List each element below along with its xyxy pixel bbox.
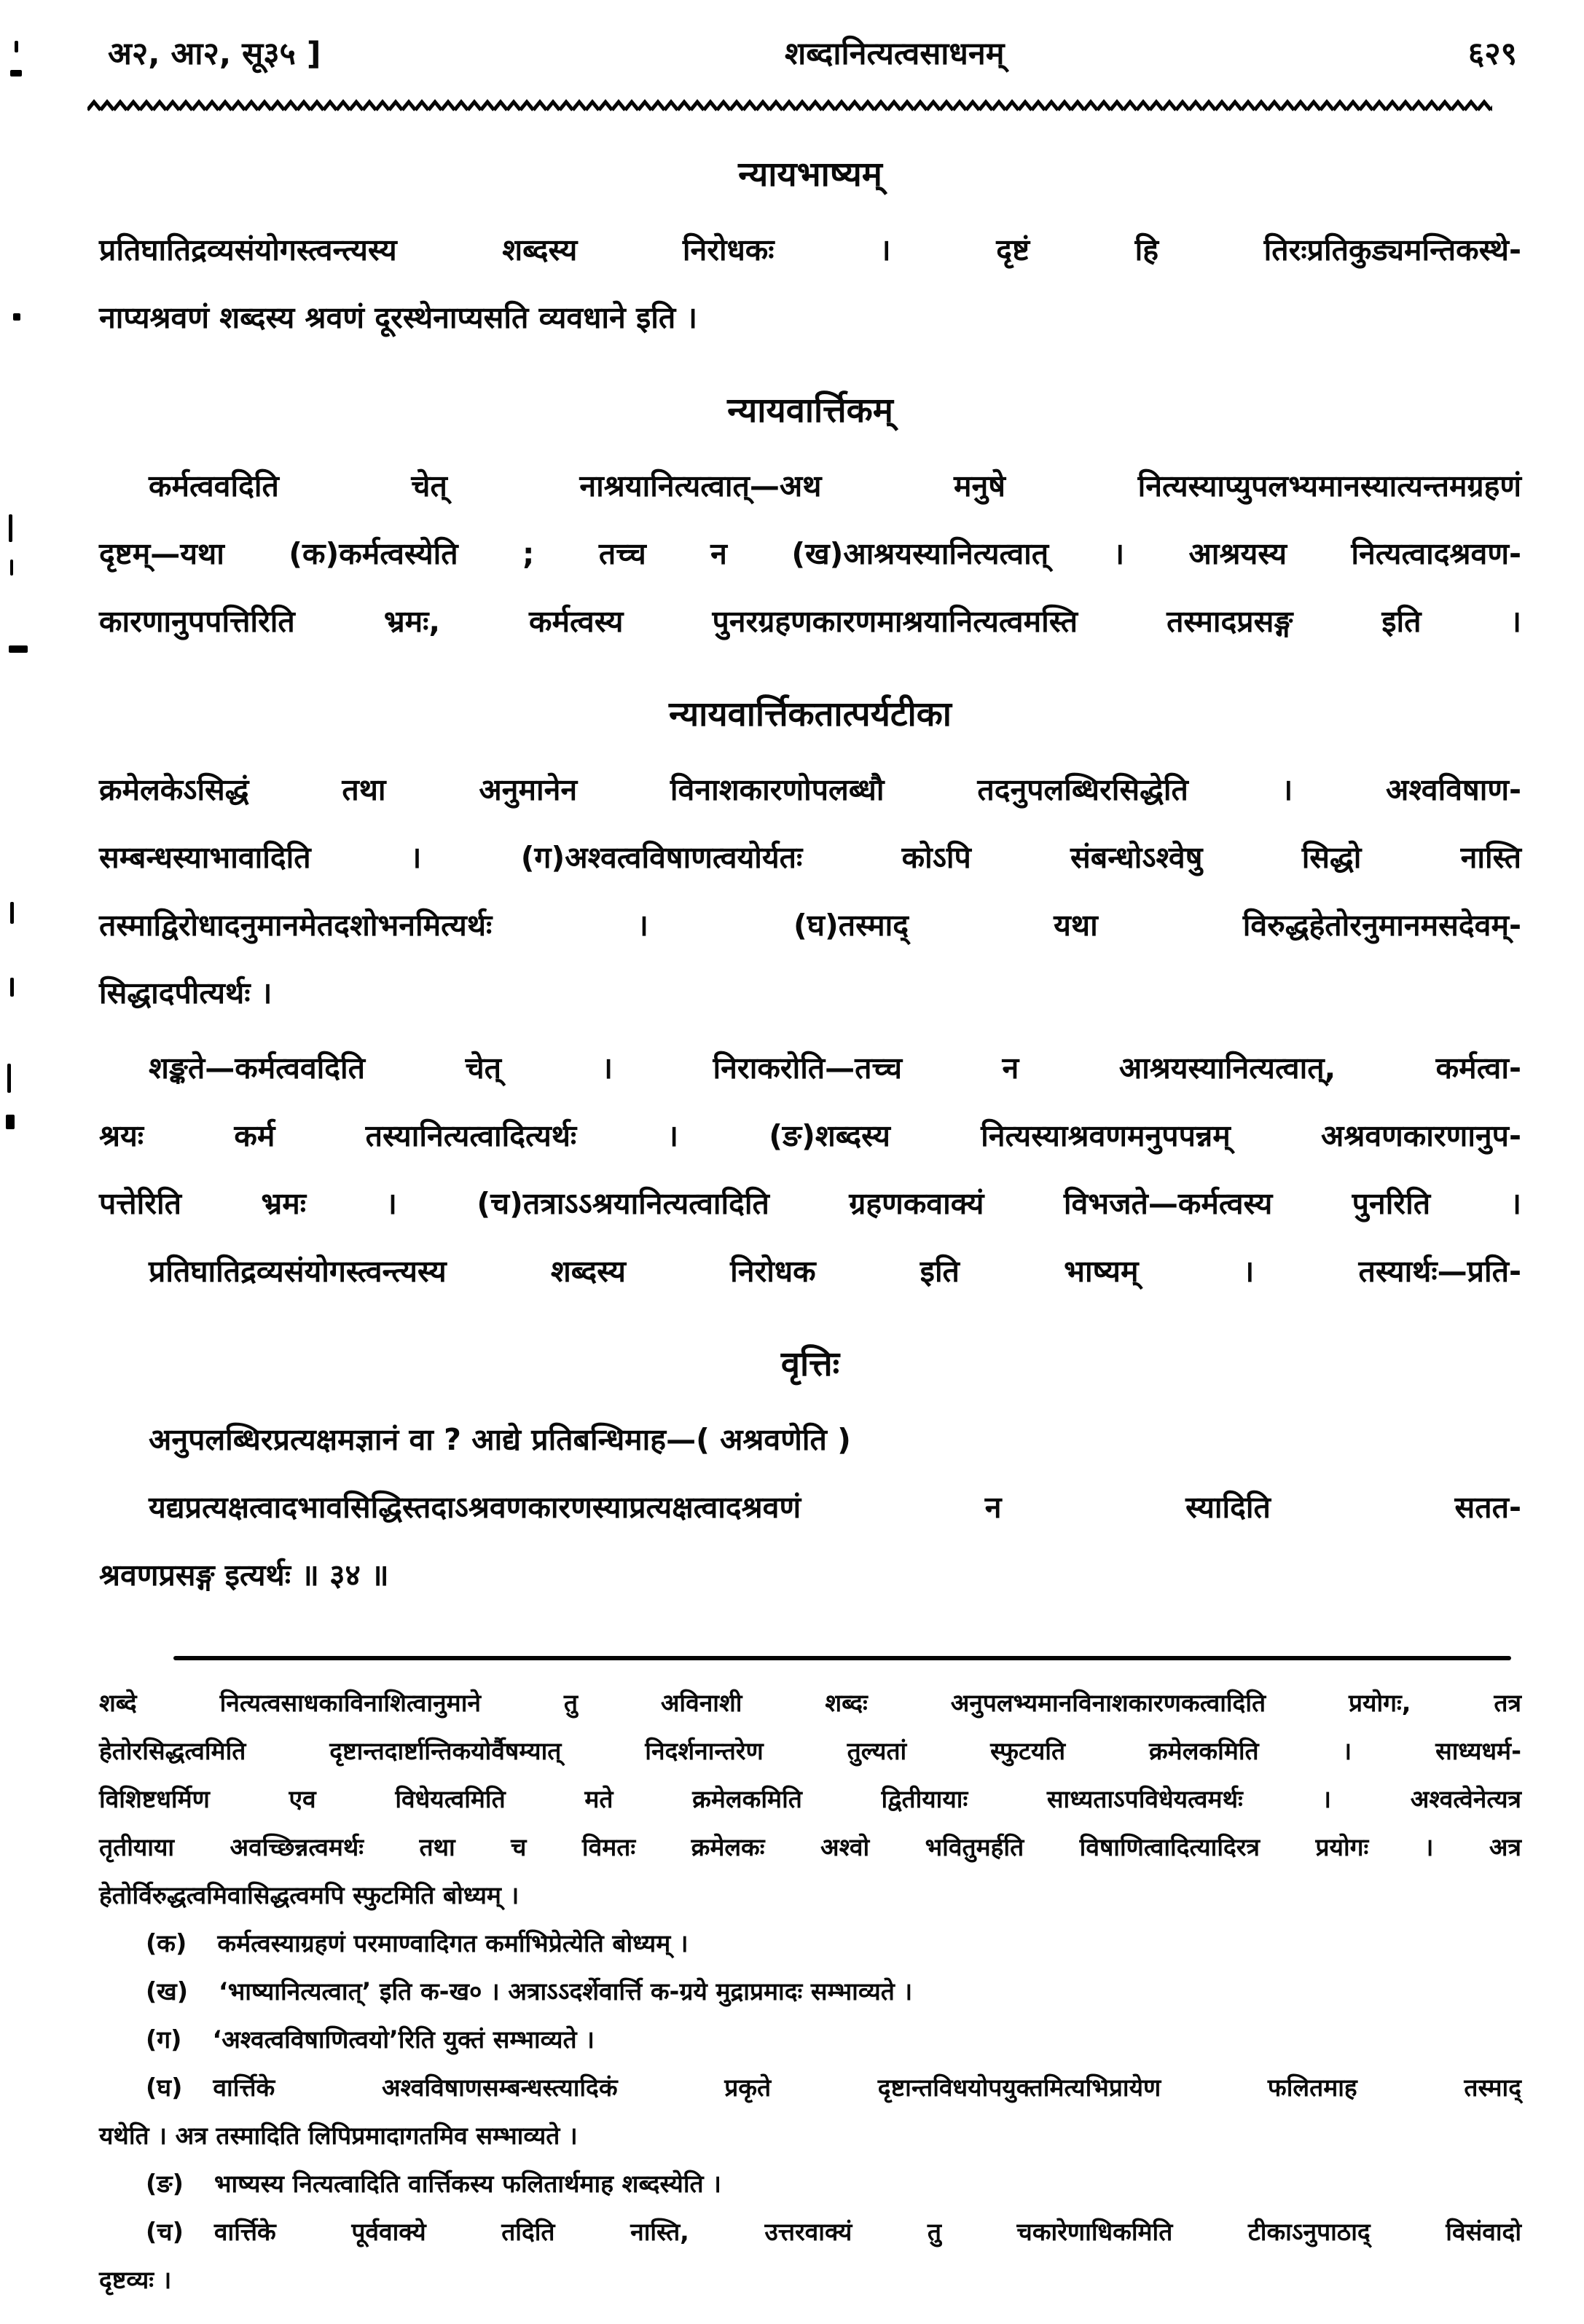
scan-artifact	[9, 645, 28, 653]
footnote-line: हेतोरसिद्धत्वमिति दृष्टान्तदार्ष्टान्तिकयोर्वैषम्यात् निदर्शनान्तरेण तुल्यतां स्फुटयति क्रमेलकमिति । साध्यधर्म-	[99, 1737, 1521, 1765]
footnote-line: विशिष्टधर्मिण एव विधेयत्वमिति मते क्रमेलकमिति द्वितीयायाः साध्यताऽपविधेयत्वमर्थः । अश्वत्वेनेत्यत्र	[99, 1785, 1521, 1813]
footnote-separator	[173, 1656, 1511, 1660]
footnote-marker: (ङ)	[146, 2170, 184, 2198]
page-number: ६२९	[1467, 36, 1517, 72]
footnote-marker: (ग)	[146, 2025, 182, 2054]
footnote-text: ‘भाष्यानित्यत्वात्’ इति क-ख० । अत्राऽऽदर्शेवार्त्ति क-ग्रये मुद्राप्रमादः सम्भाव्यते ।	[219, 1977, 913, 2006]
footnote-text: वार्त्तिके पूर्ववाक्ये तदिति नास्ति, उत्तरवाक्यं तु चकारेणाधिकमिति टीकाऽनुपाठाद् विसंवादो	[213, 2218, 1521, 2246]
scan-artifact	[7, 1064, 11, 1093]
section-heading-tatparyatika: न्यायवार्त्तिकतात्पर्यटीका	[669, 694, 952, 734]
text-line: यद्यप्रत्यक्षत्वादभावसिद्धिस्तदाऽश्रवणकारणस्याप्रत्यक्षत्वादश्रवणं न स्यादिति सतत-	[149, 1490, 1521, 1525]
text-line: तस्माद्विरोधादनुमानमेतदशोभनमित्यर्थः । (घ)तस्माद् यथा विरुद्धहेतोरनुमानमसदेवम्-	[99, 908, 1521, 943]
text-line: श्रयः कर्म तस्यानित्यत्वादित्यर्थः । (ङ)शब्दस्य नित्यस्याश्रवणमनुपपन्नम् अश्रवणकारणानुप-	[99, 1118, 1521, 1153]
footnote-marker: (च)	[146, 2218, 184, 2246]
text-line: शङ्कते—कर्मत्ववदिति चेत् । निराकरोति—तच्च न आश्रयस्यानित्यत्वात्, कर्मत्वा-	[149, 1051, 1521, 1086]
scan-artifact	[9, 514, 12, 542]
footnote-item-kha	[99, 1968, 1521, 2016]
tika-paragraph-1	[99, 756, 1521, 1027]
vritti-paragraph-1	[99, 1406, 1521, 1474]
text-line: दृष्टम्—यथा (क)कर्मत्वस्येति ; तच्च न (ख)आश्रयस्यानित्यत्वात् । आश्रयस्य नित्यत्वादश्रवण-	[99, 536, 1521, 571]
varttika-paragraph	[99, 452, 1521, 656]
bhashya-paragraph	[99, 216, 1521, 352]
scan-artifact	[15, 41, 18, 52]
text-line: सिद्धादपीत्यर्थः ।	[99, 975, 273, 1010]
text-line: प्रतिघातिद्रव्यसंयोगस्त्वन्त्यस्य शब्दस्य निरोधकः । दृष्टं हि तिरःप्रतिकुड्यमन्तिकस्थे-	[99, 232, 1521, 267]
footnote-item-cha	[99, 2208, 1521, 2256]
section-heading-nyayabhashyam: न्यायभाष्यम्	[738, 154, 882, 195]
footnote-line: तृतीयाया अवच्छिन्नत्वमर्थः तथा च विमतः क्रमेलकः अश्वो भवितुमर्हति विषाणित्वादित्यादिरत्र प्रयोगः । अत्र	[99, 1833, 1521, 1861]
footnote-line: हेतोर्विरुद्धत्वमिवासिद्धत्वमपि स्फुटमिति बोध्यम् ।	[99, 1881, 519, 1909]
footnote-marker: (क)	[146, 1929, 187, 1958]
header-running-title: शब्दानित्यत्वसाधनम्	[784, 36, 1005, 72]
footnote-text: भाष्यस्य नित्यत्वादिति वार्त्तिकस्य फलितार्थमाह शब्दस्येति ।	[213, 2170, 721, 2198]
scan-artifact	[10, 70, 22, 76]
section-heading-nyayavarttikam: न्यायवार्त्तिकम्	[727, 390, 893, 431]
wavy-divider	[87, 98, 1492, 116]
text-line: प्रतिघातिद्रव्यसंयोगस्त्वन्त्यस्य शब्दस्य निरोधक इति भाष्यम् । तस्यार्थः—प्रति-	[149, 1254, 1521, 1289]
text-line: कारणानुपपत्तिरिति भ्रमः, कर्मत्वस्य पुनरग्रहणकारणमाश्रयानित्यत्वमस्ति तस्मादप्रसङ्ग इति ।	[99, 604, 1521, 639]
tika-paragraph-2	[99, 1035, 1521, 1238]
footnote-item-ga	[99, 2016, 1521, 2064]
page-header	[99, 31, 1521, 74]
footnote-item-gha	[99, 2064, 1521, 2112]
scan-artifact	[10, 560, 13, 576]
scan-artifact	[13, 313, 20, 321]
footnote-marker: (ख)	[146, 1977, 189, 2006]
verse-end-line: श्रवणप्रसङ्ग इत्यर्थः ॥ ३४ ॥	[99, 1558, 389, 1593]
text-line: नाप्यश्रवणं शब्दस्य श्रवणं दूरस्थेनाप्यसति व्यवधाने इति ।	[99, 300, 698, 335]
footnote-text: कर्मत्वस्याग्रहणं परमाण्वादिगत कर्माभिप्रेत्येति बोध्यम् ।	[217, 1929, 689, 1958]
footnote-marker: (घ)	[146, 2073, 183, 2102]
footnote-item-cha-continuation: दृष्टव्यः ।	[99, 2266, 172, 2294]
scan-artifact	[6, 1115, 15, 1129]
footnote-text: वार्त्तिके अश्वविषाणसम्बन्धस्त्यादिकं प्रकृते दृष्टान्तविधयोपयुक्तमित्यभिप्रायेण फलितमाह तस्माद्	[213, 2073, 1521, 2102]
section-heading-vritti: वृत्तिः	[780, 1344, 840, 1384]
text-line: सम्बन्धस्याभावादिति । (ग)अश्वत्वविषाणत्वयोर्यतः कोऽपि संबन्धोऽश्वेषु सिद्धो नास्ति	[99, 840, 1521, 875]
footnote-item-nga	[99, 2160, 1521, 2208]
text-line: कर्मत्ववदिति चेत् नाश्रयानित्यत्वात्—अथ मनुषे नित्यस्याप्युपलभ्यमानस्यात्यन्तमग्रहणं	[149, 468, 1521, 503]
text-line: क्रमेलकेऽसिद्धं तथा अनुमानेन विनाशकारणोपलब्धौ तदनुपलब्धिरसिद्धेति । अश्वविषाण-	[99, 772, 1521, 807]
header-chapter-ref: अ२, आ२, सू३५ ]	[108, 36, 321, 72]
text-line: पत्तेरिति भ्रमः । (च)तत्राऽऽश्रयानित्यत्वादिति ग्रहणकवाक्यं विभजते—कर्मत्वस्य पुनरिति ।	[99, 1186, 1521, 1221]
footnote-line: शब्दे नित्यत्वसाधकाविनाशित्वानुमाने तु अविनाशी शब्दः अनुपलभ्यमानविनाशकारणकत्वादिति प्रयोगः, तत्र	[99, 1689, 1521, 1717]
footnote-text: ‘अश्वत्वविषाणित्वयो’रिति युक्तं सम्भाव्यते ।	[212, 2025, 595, 2054]
scan-artifact	[10, 978, 14, 997]
footnote-paragraph	[99, 1679, 1521, 1920]
footnote-item-gha-continuation: यथेति । अत्र तस्मादिति लिपिप्रमादागतमिव सम्भाव्यते ।	[99, 2121, 578, 2150]
vritti-paragraph-2	[99, 1474, 1521, 1609]
tika-paragraph-3	[99, 1238, 1521, 1306]
footnote-item-ka	[99, 1920, 1521, 1968]
scan-artifact	[10, 902, 14, 924]
text-line: अनुपलब्धिरप्रत्यक्षमज्ञानं वा ? आद्ये प्रतिबन्धिमाह—( अश्रवणेति )	[149, 1422, 851, 1457]
